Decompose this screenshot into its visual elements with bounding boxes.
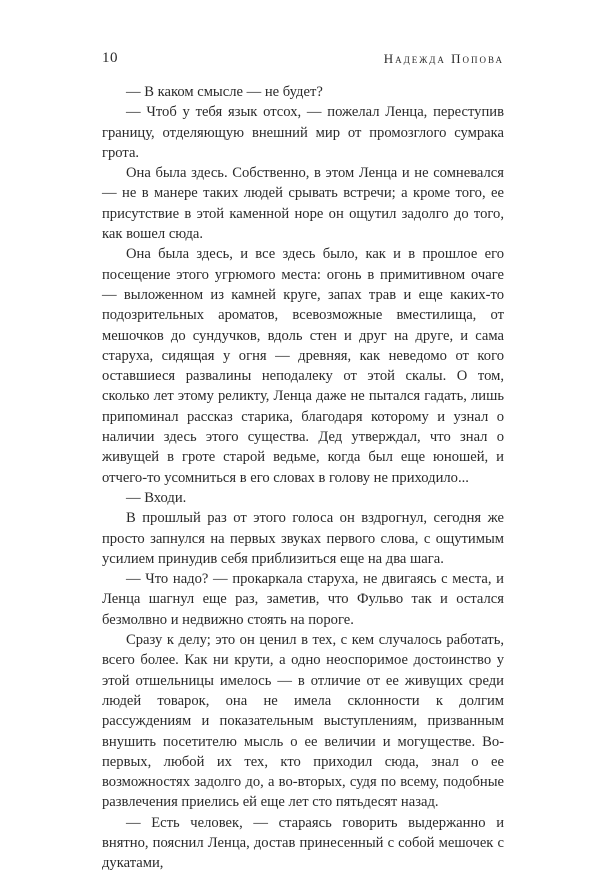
paragraph: — Есть человек, — стараясь говорить выдержанно и внятно, пояснил Ленца, достав принесенный с собой мешочек с дукатами, <box>102 814 504 872</box>
running-head-author: Надежда Попова <box>383 51 504 66</box>
paragraph: — Чтоб у тебя язык отсох, — пожелал Ленца, переступив границу, отделяющую внешний мир от промозглого сумрака грота. <box>102 104 504 161</box>
paragraph: — Входи. <box>126 489 187 506</box>
page-number: 10 <box>102 50 118 66</box>
paragraph: В прошлый раз от этого голоса он вздрогнул, сегодня же просто запнулся на первых звуках первого слова, с ощутимым усилием принудив себя приблизиться еще на два шага. <box>102 510 504 567</box>
paragraph: — В каком смысле — не будет? <box>126 84 323 100</box>
paragraph: — Что надо? — прокаркала старуха, не двигаясь с места, и Ленца шагнул еще раз, заметив, что Фульво так и остался безмолвно и недвижно стоять на пороге. <box>102 571 504 628</box>
paragraph: Она была здесь, и все здесь было, как и в прошлое его посещение этого угрюмого места: огонь в примитивном очаге — выложенном из камней круге, запах трав и еще каких-то подозрительных ароматов, всевозможные вместилища, от мешочков до сундучков, вдоль стен и друг на друге, и сама старуха, сидящая у огня — древняя, как неведомо от кого оставшиеся развалины неподалеку от этой скалы. О том, сколько лет этому реликту, Ленца даже не пытался гадать, лишь припоминал рассказ старика, благодаря которому и узнал о наличии здесь этого существа. Дед утверждал, что знал о живущей в гроте старой ведьме, когда был еще юношей, и отчего-то усомниться в его словах в голову не приходило... <box>102 246 504 486</box>
paragraph: Сразу к делу; это он ценил в тех, с кем случалось работать, всего более. Как ни крути, а одно неоспоримое достоинство у этой отшельницы имелось — в отличие от ее живущих среди людей товарок, она не имела склонности к долгим рассуждениям и показательным выступлениям, призванным внушить посетителю мысль о ее величии и могуществе. Во-первых, любой их тех, кто приходил сюда, знал о ее возможностях задолго до, а во-вторых, судя по всему, подобные развлечения приелись ей еще лет сто пятьдесят назад. <box>102 632 504 811</box>
page-header <box>102 50 504 70</box>
body-text <box>102 82 504 874</box>
paragraph: Она была здесь. Собственно, в этом Ленца и не сомневался — не в манере таких людей срывать встречи; а кроме того, ее присутствие в этой каменной норе он ощутил задолго до того, как вошел сюда. <box>102 165 504 243</box>
